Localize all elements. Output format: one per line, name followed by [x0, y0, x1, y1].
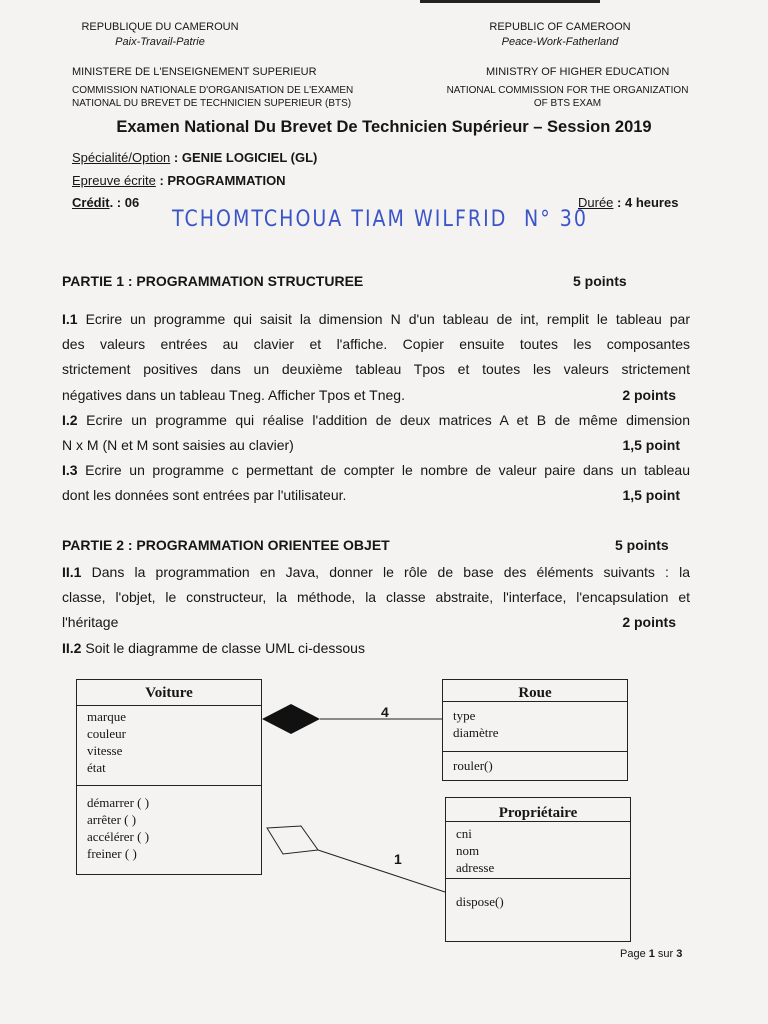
handwritten-name: TCHOMTCHOUA TIAM WILFRID — [172, 206, 508, 232]
roue-attr: diamètre — [453, 725, 499, 740]
ii1-text-3: l'héritage — [62, 614, 119, 631]
q2-points: 1,5 point — [622, 437, 680, 454]
credit-label: Crédit — [72, 195, 110, 210]
roue-method: rouler() — [453, 758, 493, 773]
duree-value: : 4 heures — [613, 195, 679, 210]
page-sur: sur — [654, 948, 677, 960]
q1-text-4: négatives dans un tableau Tneg. Afficher Tpos et Tneg. — [62, 386, 405, 403]
q2-text-1: Ecrire un programme qui réalise l'addition de deux matrices A et B de même dimension — [77, 411, 690, 428]
header-left-country: REPUBLIQUE DU CAMEROUN — [81, 21, 239, 33]
header-left-commission-2: NATIONAL DU BREVET DE TECHNICIEN SUPERIEUR (BTS) — [72, 98, 352, 109]
q1-line2: des valeurs entrées au clavier et l'affiche. Copier ensuite toutes les composantes — [62, 336, 690, 353]
proprietaire-attr: nom — [456, 843, 480, 858]
ii1-line2: classe, l'objet, le constructeur, la méthode, la classe abstraite, l'interface, l'encapsulation et — [62, 589, 690, 606]
speciality-value: : GENIE LOGICIEL (GL) — [170, 150, 318, 165]
ii1-points: 2 points — [622, 614, 676, 631]
ii1-label: II.1 — [62, 564, 82, 580]
duree-label: Durée — [578, 195, 614, 210]
q2-label: I.2 — [62, 411, 78, 428]
epreuve-label: Epreuve écrite — [72, 173, 156, 188]
voiture-attr: couleur — [87, 726, 126, 741]
header-left-commission-1: COMMISSION NATIONALE D'ORGANISATION DE L'EXAMEN — [72, 85, 354, 96]
voiture-method: arrêter ( ) — [87, 812, 137, 827]
page-word: Page — [620, 948, 649, 960]
roue-attr: type — [453, 708, 476, 723]
part1-title: PARTIE 1 : PROGRAMMATION STRUCTUREE — [62, 273, 364, 289]
speciality-label: Spécialité/Option — [72, 150, 171, 165]
q2-text-2: N x M (N et M sont saisies au clavier) — [62, 437, 294, 454]
q3-label: I.3 — [62, 462, 78, 479]
aggregation-diamond — [267, 826, 318, 854]
q3-points: 1,5 point — [622, 487, 680, 504]
ii2-text: Soit le diagramme de classe UML ci-dessous — [81, 639, 365, 656]
proprietaire-name: Propriétaire — [446, 798, 630, 822]
voiture-name: Voiture — [77, 680, 261, 706]
voiture-method: freiner ( ) — [87, 846, 137, 861]
header-left-ministry: MINISTERE DE L'ENSEIGNEMENT SUPERIEUR — [72, 66, 317, 78]
header-right-country: REPUBLIC OF CAMEROON — [489, 21, 631, 33]
roue-name: Roue — [443, 680, 627, 702]
proprietaire-method: dispose() — [456, 894, 504, 909]
voiture-method: démarrer ( ) — [87, 795, 150, 810]
voiture-attr: vitesse — [87, 743, 123, 758]
part2-points: 5 points — [615, 537, 669, 553]
q1-label: I.1 — [62, 311, 78, 327]
proprietaire-attr: adresse — [456, 860, 495, 875]
exam-title: Examen National Du Brevet De Technicien Supérieur – Session 2019 — [116, 118, 652, 136]
ii1-text-1: Dans la programmation en Java, donner le rôle de base des éléments suivants : la — [81, 564, 690, 580]
header-left-motto: Paix-Travail-Patrie — [115, 36, 205, 48]
composition-diamond — [262, 704, 320, 734]
header-right-commission-2: OF BTS EXAM — [533, 98, 602, 109]
header-right-commission-1: NATIONAL COMMISSION FOR THE ORGANIZATION — [446, 85, 689, 96]
aggregation-multiplicity: 1 — [394, 851, 402, 867]
voiture-attr: marque — [87, 709, 126, 724]
ii2-label: II.2 — [62, 639, 82, 656]
q3-text-1: Ecrire un programme c permettant de compter le nombre de valeur paire dans un tableau — [77, 462, 690, 479]
aggregation-line — [318, 850, 445, 892]
composition-multiplicity: 4 — [381, 704, 389, 720]
page-total: 3 — [676, 948, 683, 960]
part2-title: PARTIE 2 : PROGRAMMATION ORIENTEE OBJET — [62, 537, 390, 553]
epreuve-value: : PROGRAMMATION — [155, 173, 286, 188]
q1-points: 2 points — [622, 386, 676, 403]
header-right-motto: Peace-Work-Fatherland — [501, 36, 619, 48]
q3-text-2: dont les données sont entrées par l'utilisateur. — [62, 487, 347, 504]
proprietaire-attr: cni — [456, 826, 472, 841]
header-right-ministry: MINISTRY OF HIGHER EDUCATION — [486, 66, 670, 78]
q1-text-1: Ecrire un programme qui saisit la dimension N d'un tableau de int, remplit le tableau par — [77, 311, 690, 327]
part1-points: 5 points — [573, 273, 627, 289]
handwritten-number: N° 30 — [524, 206, 588, 232]
page-current: 1 — [648, 948, 655, 960]
voiture-method: accélérer ( ) — [87, 829, 150, 844]
voiture-attr: état — [87, 760, 106, 775]
page-number — [620, 948, 682, 960]
credit-value: . : 06 — [109, 195, 140, 210]
q1-line3: strictement positives dans un deuxième tableau Tpos et toutes les valeurs strictement — [62, 361, 690, 378]
